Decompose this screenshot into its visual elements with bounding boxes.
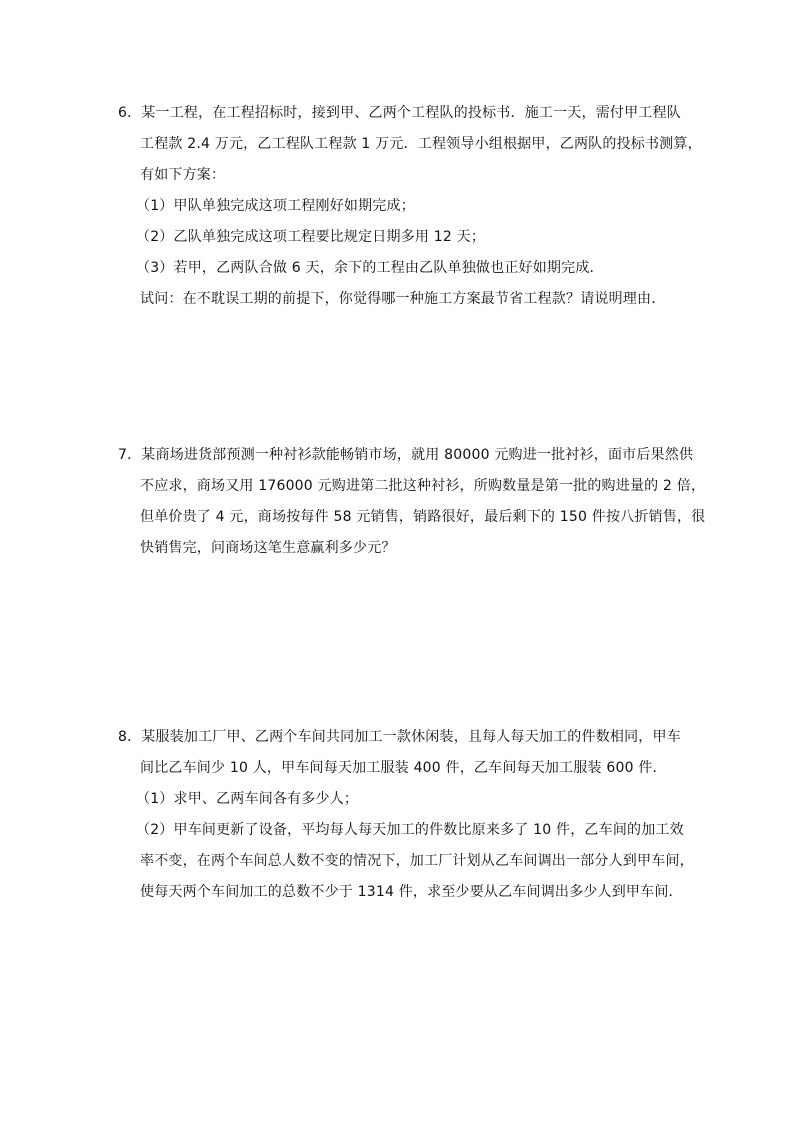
- problem-8-part-1: （1）求甲、乙两车间各有多少人；: [136, 791, 359, 807]
- problem-8-line-2: 间比乙车间少 10 人，甲车间每天加工服装 400 件，乙车间每天加工服装 600 件．: [140, 760, 667, 776]
- problem-6-option-1: （1）甲队单独完成这项工程刚好如期完成；: [136, 198, 415, 214]
- problem-7-line-1: 7．某商场进货部预测一种衬衫款能畅销市场，就用 80000 元购进一批衬衫，面市后果然供: [118, 447, 694, 463]
- problem-7-line-2: 不应求，商场又用 176000 元购进第二批这种衬衫，所购数量是第一批的购进量的 2 倍，: [140, 478, 706, 494]
- problem-8-part-2-line-3: 使每天两个车间加工的总数不少于 1314 件，求至少要从乙车间调出多少人到甲车间．: [140, 884, 683, 900]
- problem-8-part-2-line-1: （2）甲车间更新了设备，平均每人每天加工的件数比原来多了 10 件，乙车间的加工效: [136, 822, 684, 838]
- problem-6-line-2: 工程款 2.4 万元，乙工程队工程款 1 万元．工程领导小组根据甲，乙两队的投标书测算，: [140, 136, 702, 152]
- problem-8-part-2-line-2: 率不变，在两个车间总人数不变的情况下，加工厂计划从乙车间调出一部分人到甲车间，: [140, 853, 694, 869]
- problem-8-line-1: 8．某服装加工厂甲、乙两个车间共同加工一款休闲装，且每人每天加工的件数相同，甲车: [118, 729, 681, 745]
- problem-6-line-3: 有如下方案：: [140, 167, 226, 183]
- problem-7-line-4: 快销售完，问商场这笔生意赢利多少元？: [140, 540, 396, 556]
- problem-6-line-1: 6．某一工程，在工程招标时，接到甲、乙两个工程队的投标书．施工一天，需付甲工程队: [118, 105, 681, 121]
- problem-6-question: 试问：在不耽误工期的前提下，你觉得哪一种施工方案最节省工程款？请说明理由．: [140, 291, 666, 307]
- problem-7-line-3: 但单价贵了 4 元，商场按每件 58 元销售，销路很好，最后剩下的 150 件按八折销售，很: [140, 509, 706, 525]
- problem-6-option-2: （2）乙队单独完成这项工程要比规定日期多用 12 天；: [136, 229, 486, 245]
- problem-6-option-3: （3）若甲，乙两队合做 6 天，余下的工程由乙队单独做也正好如期完成．: [136, 260, 604, 276]
